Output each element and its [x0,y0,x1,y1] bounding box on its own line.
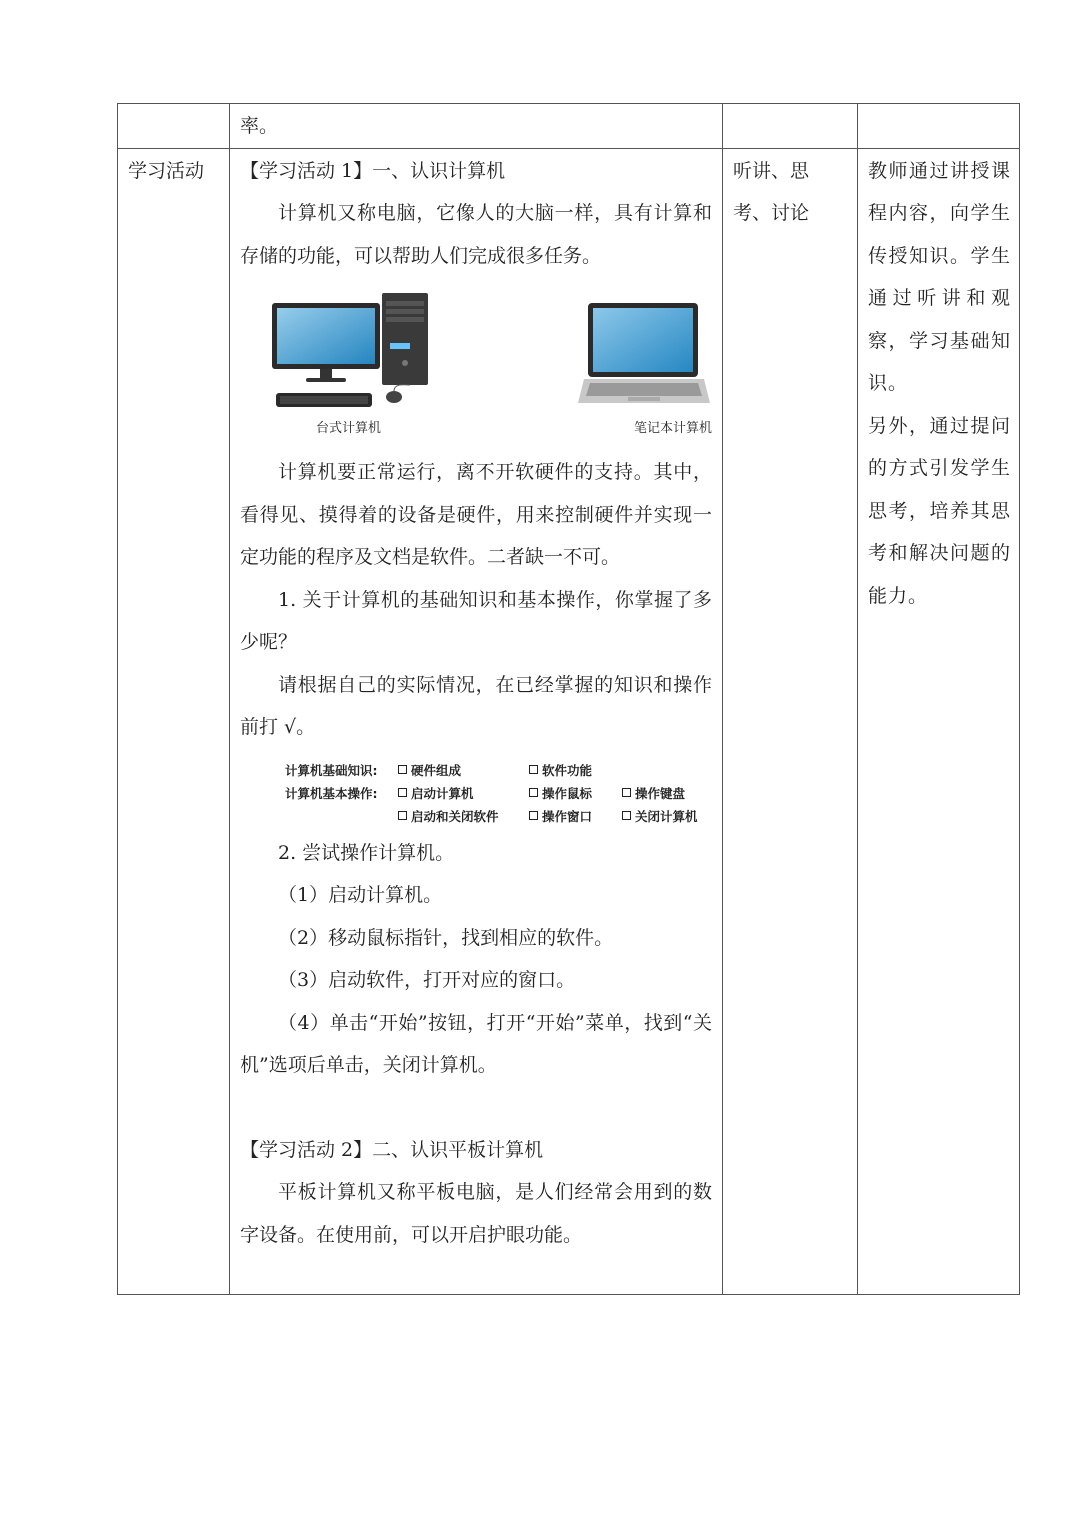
lesson-plan-table [117,103,1020,1295]
row-label-cell [118,148,230,1294]
checklist-item[interactable]: 操作窗口 [529,805,622,828]
checklist-item[interactable]: 操作键盘 [622,782,712,805]
row-label: 学习活动 [128,159,205,182]
checklist-item[interactable]: 启动和关闭软件 [398,805,529,828]
checklist-row [285,782,712,805]
question-1-instruction: 请根据自己的实际情况，在已经掌握的知识和操作前打 √。 [240,673,712,738]
checkbox-icon [398,788,407,797]
content-cell [230,148,723,1294]
laptop-caption: 笔记本计算机 [633,421,712,436]
desktop-computer-icon [270,293,440,411]
checklist-item[interactable]: 操作鼠标 [529,782,622,805]
laptop-computer-icon [576,301,712,411]
checkbox-icon [622,788,631,797]
figure-captions [240,411,712,451]
step-item: （2）移动鼠标指针，找到相应的软件。 [278,926,614,949]
checkbox-icon [398,765,407,774]
checkbox-icon [529,811,538,820]
checklist-item[interactable]: 硬件组成 [398,759,529,782]
hardware-software-paragraph: 计算机要正常运行，离不开软硬件的支持。其中，看得见、摸得着的设备是硬件，用来控制硬件并实现一定功能的程序及文档是软件。二者缺一不可。 [240,461,712,568]
checklist-item[interactable]: 启动计算机 [398,782,529,805]
question-2: 2. 尝试操作计算机。 [278,841,455,864]
question-1: 1. 关于计算机的基础知识和基本操作，你掌握了多少呢？ [240,588,712,653]
step-item: （3）启动软件，打开对应的窗口。 [278,969,576,991]
activity2-heading: 【学习活动 2】二、认识平板计算机 [240,1138,544,1161]
checkbox-icon [529,765,538,774]
activity1-intro: 计算机又称电脑，它像人的大脑一样，具有计算和存储的功能，可以帮助人们完成很多任务。 [240,202,712,267]
checkbox-icon [398,811,407,820]
desktop-caption: 台式计算机 [316,421,382,436]
checkbox-icon [622,811,631,820]
empty-cell [858,104,1020,149]
checklist-row [285,805,712,828]
student-activity-cell [723,148,858,1294]
step-item: （1）启动计算机。 [278,884,443,906]
checklist-row-label: 计算机基本操作: [285,785,378,801]
step-item: （4）单击“开始”按钮，打开“开始”菜单，找到“关机”选项后单击，关闭计算机。 [240,1011,712,1076]
design-intent-p1: 教师通过讲授课程内容，向学生传授知识。学生通过听讲和观察，学习基础知识。 [868,159,1011,394]
activity1-heading: 【学习活动 1】一、认识计算机 [240,159,506,182]
skills-checklist [240,749,712,828]
computer-figures [240,281,712,411]
design-intent-p2: 另外，通过提问的方式引发学生思考，培养其思考和解决问题的能力。 [868,414,1011,607]
table-row [118,104,1020,149]
checklist-row-label: 计算机基础知识: [285,762,378,778]
continued-text: 率。 [240,115,279,137]
checklist-item[interactable]: 关闭计算机 [622,805,712,828]
table-row [118,148,1020,1294]
empty-cell [118,104,230,149]
checklist-row [285,759,712,782]
design-intent-cell [858,148,1020,1294]
continued-content-cell [230,104,723,149]
checklist-item[interactable]: 软件功能 [529,759,622,782]
student-activity-text: 听讲、思考、讨论 [733,159,810,224]
activity2-intro: 平板计算机又称平板电脑，是人们经常会用到的数字设备。在使用前，可以开启护眼功能。 [240,1181,712,1246]
checkbox-icon [529,788,538,797]
empty-cell [723,104,858,149]
